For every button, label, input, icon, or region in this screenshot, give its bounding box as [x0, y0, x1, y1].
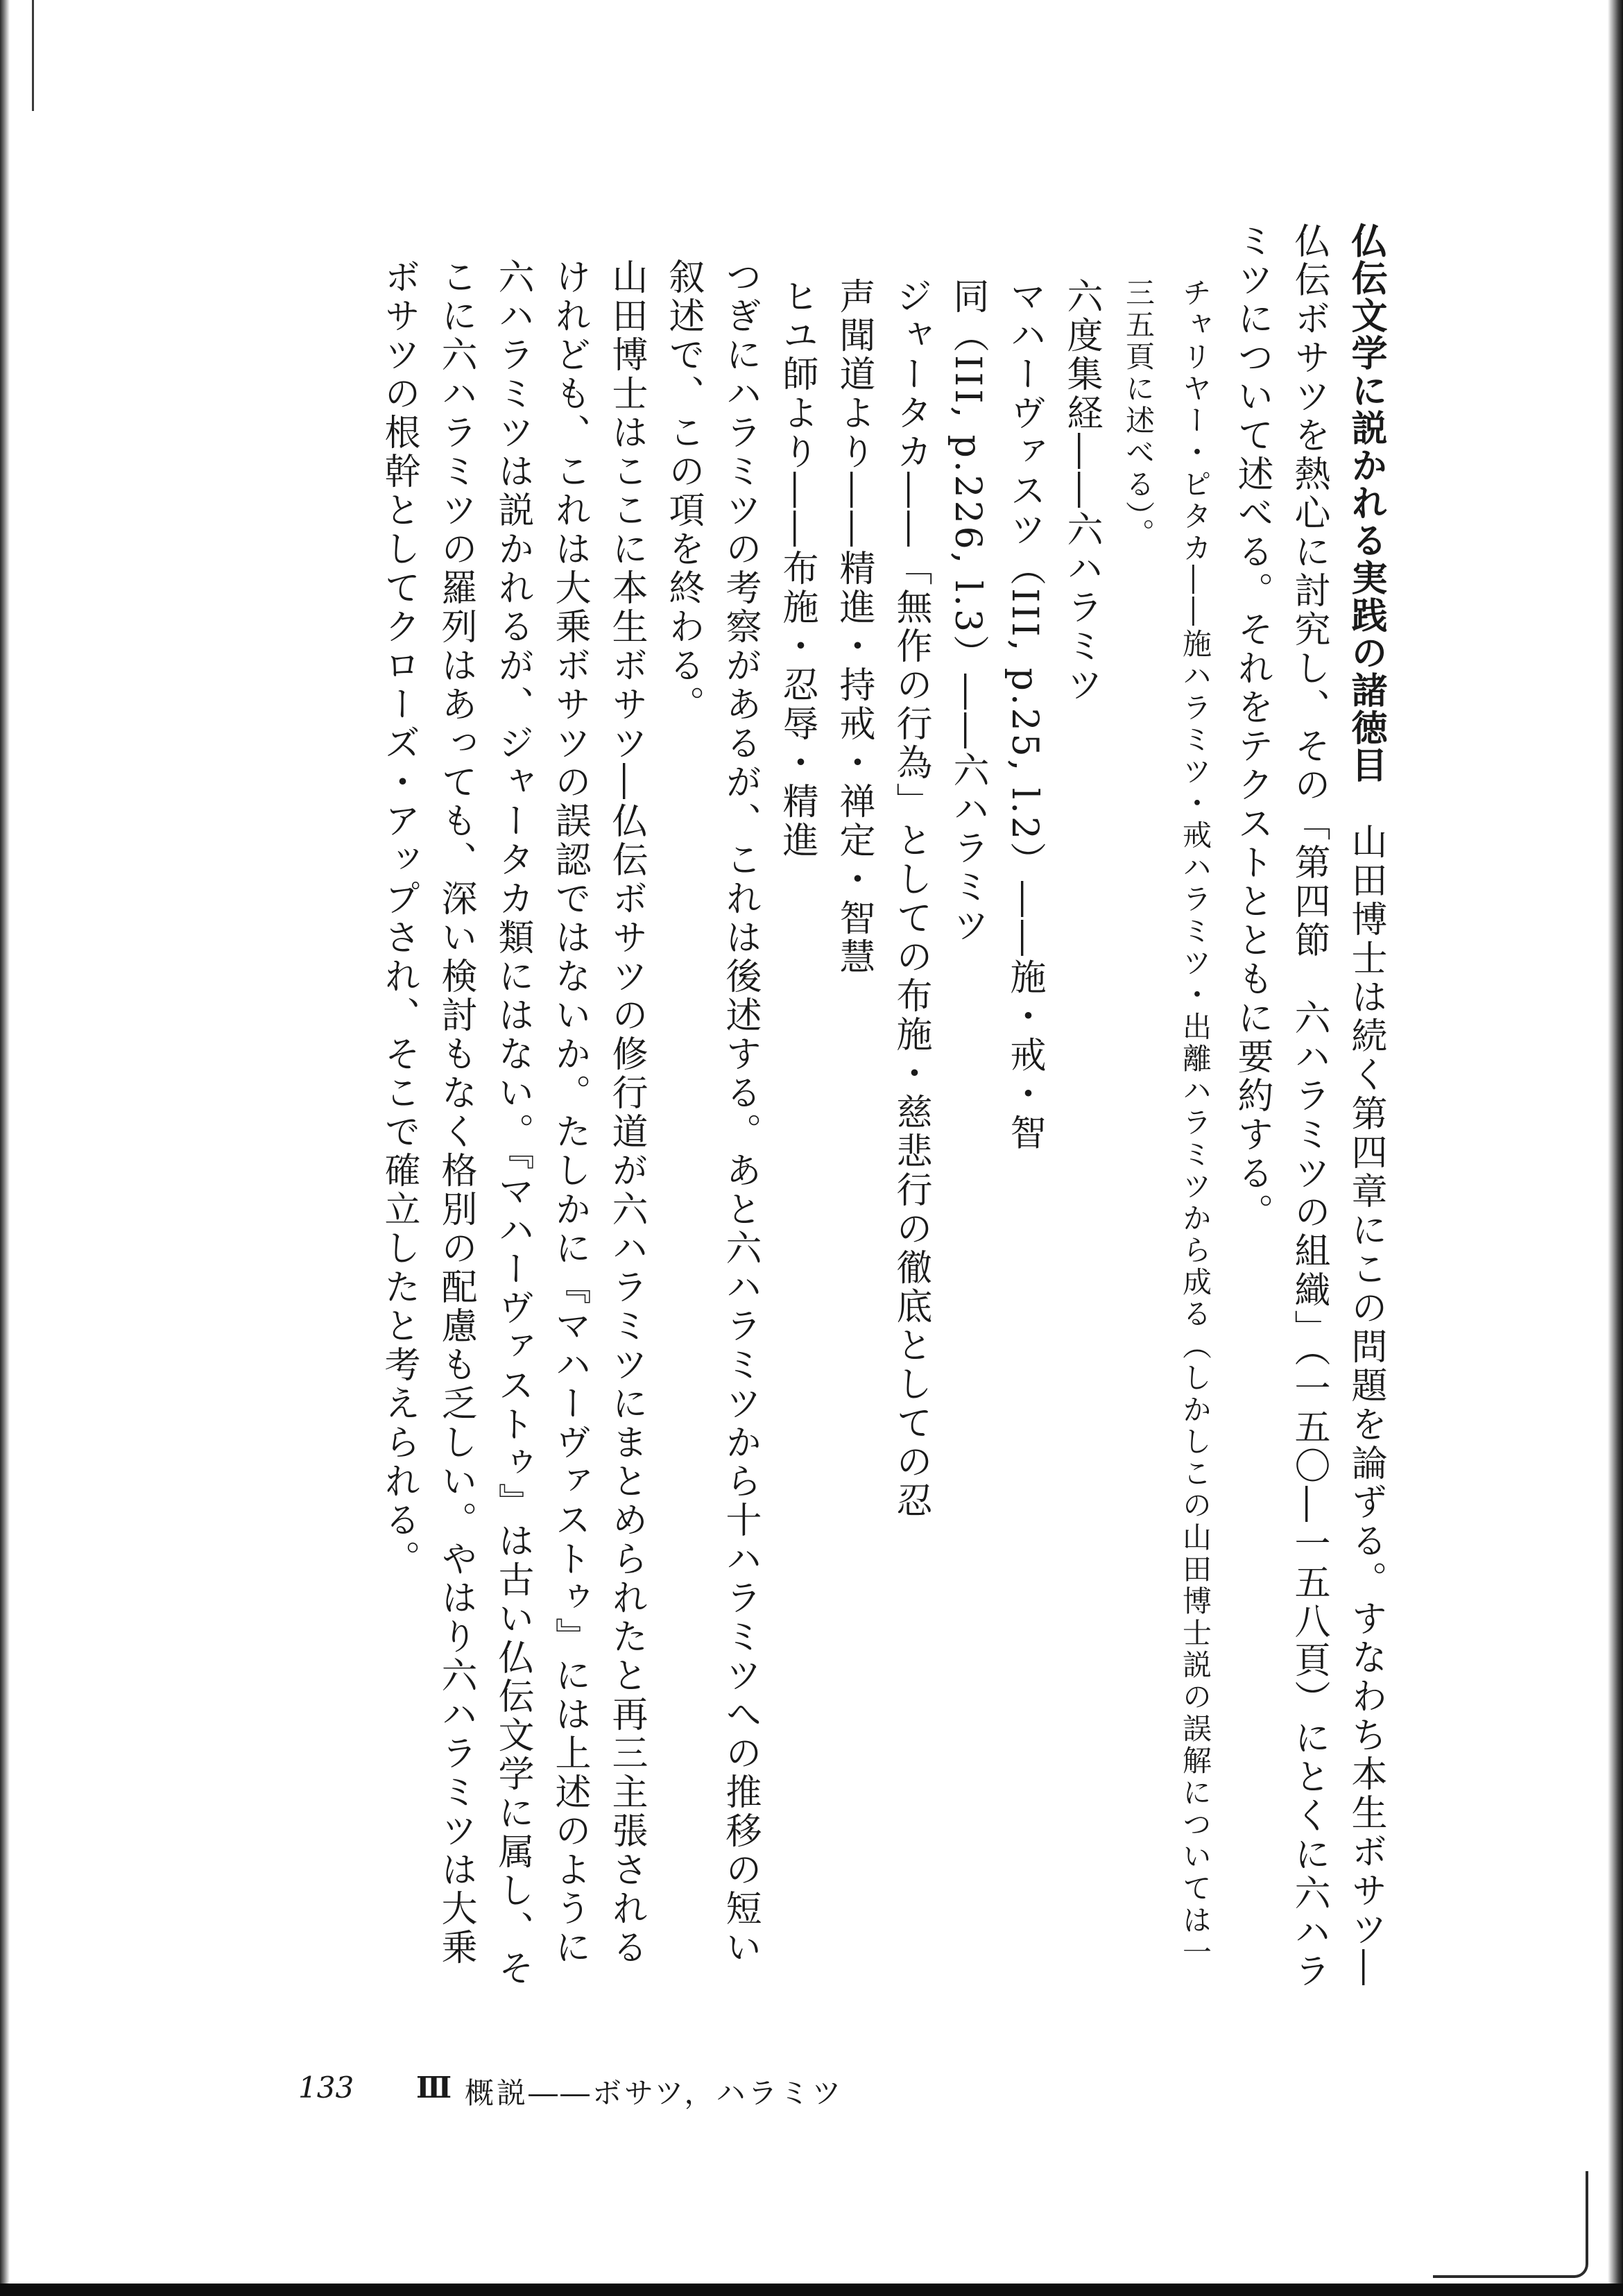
list-item-mahavastu-2: 同（III, p.226, l.3）――六ハラミツ — [947, 277, 988, 946]
section-title: 仏伝文学に説かれる実践の諸徳目 — [1345, 222, 1386, 784]
page-corner-mark — [1433, 2171, 1588, 2278]
paragraph-text: 山田博士は続く第四章にこの問題を論ずる。すなわち本生ボサツ―仏伝ボサツを熱心に討究し、その「第四節 六ハラミツの組織」（一五〇―一五八頁）にとくに六ハラミツについて述べる。それをテクストとともに要約する。 — [1231, 222, 1386, 1991]
list-item-mahavastu-1: マハーヴァスツ（III, p.25, l.2）――施・戒・智 — [1004, 277, 1045, 1153]
paragraph-after-list: つぎにハラミツの考察があるが、これは後述する。あと六ハラミツから十ハラミツへの推移の短い叙述で、この項を終わる。 — [662, 258, 761, 1967]
page-number: 133 — [298, 2071, 354, 2105]
list-item-rokudo: 六度集経――六ハラミツ — [1060, 277, 1102, 705]
body-text — [215, 222, 1394, 1998]
running-head: 概説――ボサツ，ハラミツ — [465, 2076, 844, 2110]
list-item-jataka: ジャータカ――「無作の行為」としての布施・慈悲行の徹底としての忍 — [890, 277, 931, 1520]
page-footer — [298, 2071, 1269, 2119]
section-paragraph — [1223, 222, 1394, 1998]
list-item-shomon: 声聞道より――精進・持戒・禅定・智慧 — [833, 277, 875, 977]
scan-edge-bottom — [0, 2284, 1623, 2296]
scan-edge-right — [1608, 0, 1623, 2296]
list-item-hiyushi: ヒユ師より――布施・忍辱・精進 — [776, 277, 818, 860]
list-item-chariya: チャリヤー・ピタカ――施ハラミツ・戒ハラミツ・出離ハラミツから成る（しかしこの山田博士説の誤解については一三五頁に述べる）。 — [1122, 277, 1212, 1969]
part-number: Ⅲ — [416, 2071, 452, 2105]
binding-line — [32, 0, 34, 111]
scan-edge-left — [0, 0, 10, 2296]
final-paragraph: 山田博士はここに本生ボサツ―仏伝ボサツの修行道が六ハラミツにまとめられたと再三主張されるけれども、これは大乗ボサツの誤認ではないか。たしかに『マハーヴァストゥ』には上述のように六ハラミツは説かれるが、ジャータカ類にはない。『マハーヴァストゥ』は古い仏伝文学に属し、そこに六ハラミツの羅列はあっても、深い検討もなく格別の配慮も乏しい。やはり六ハラミツは大乗ボサツの根幹としてクローズ・アップされ、そこで確立したと考えられる。 — [378, 258, 647, 1988]
